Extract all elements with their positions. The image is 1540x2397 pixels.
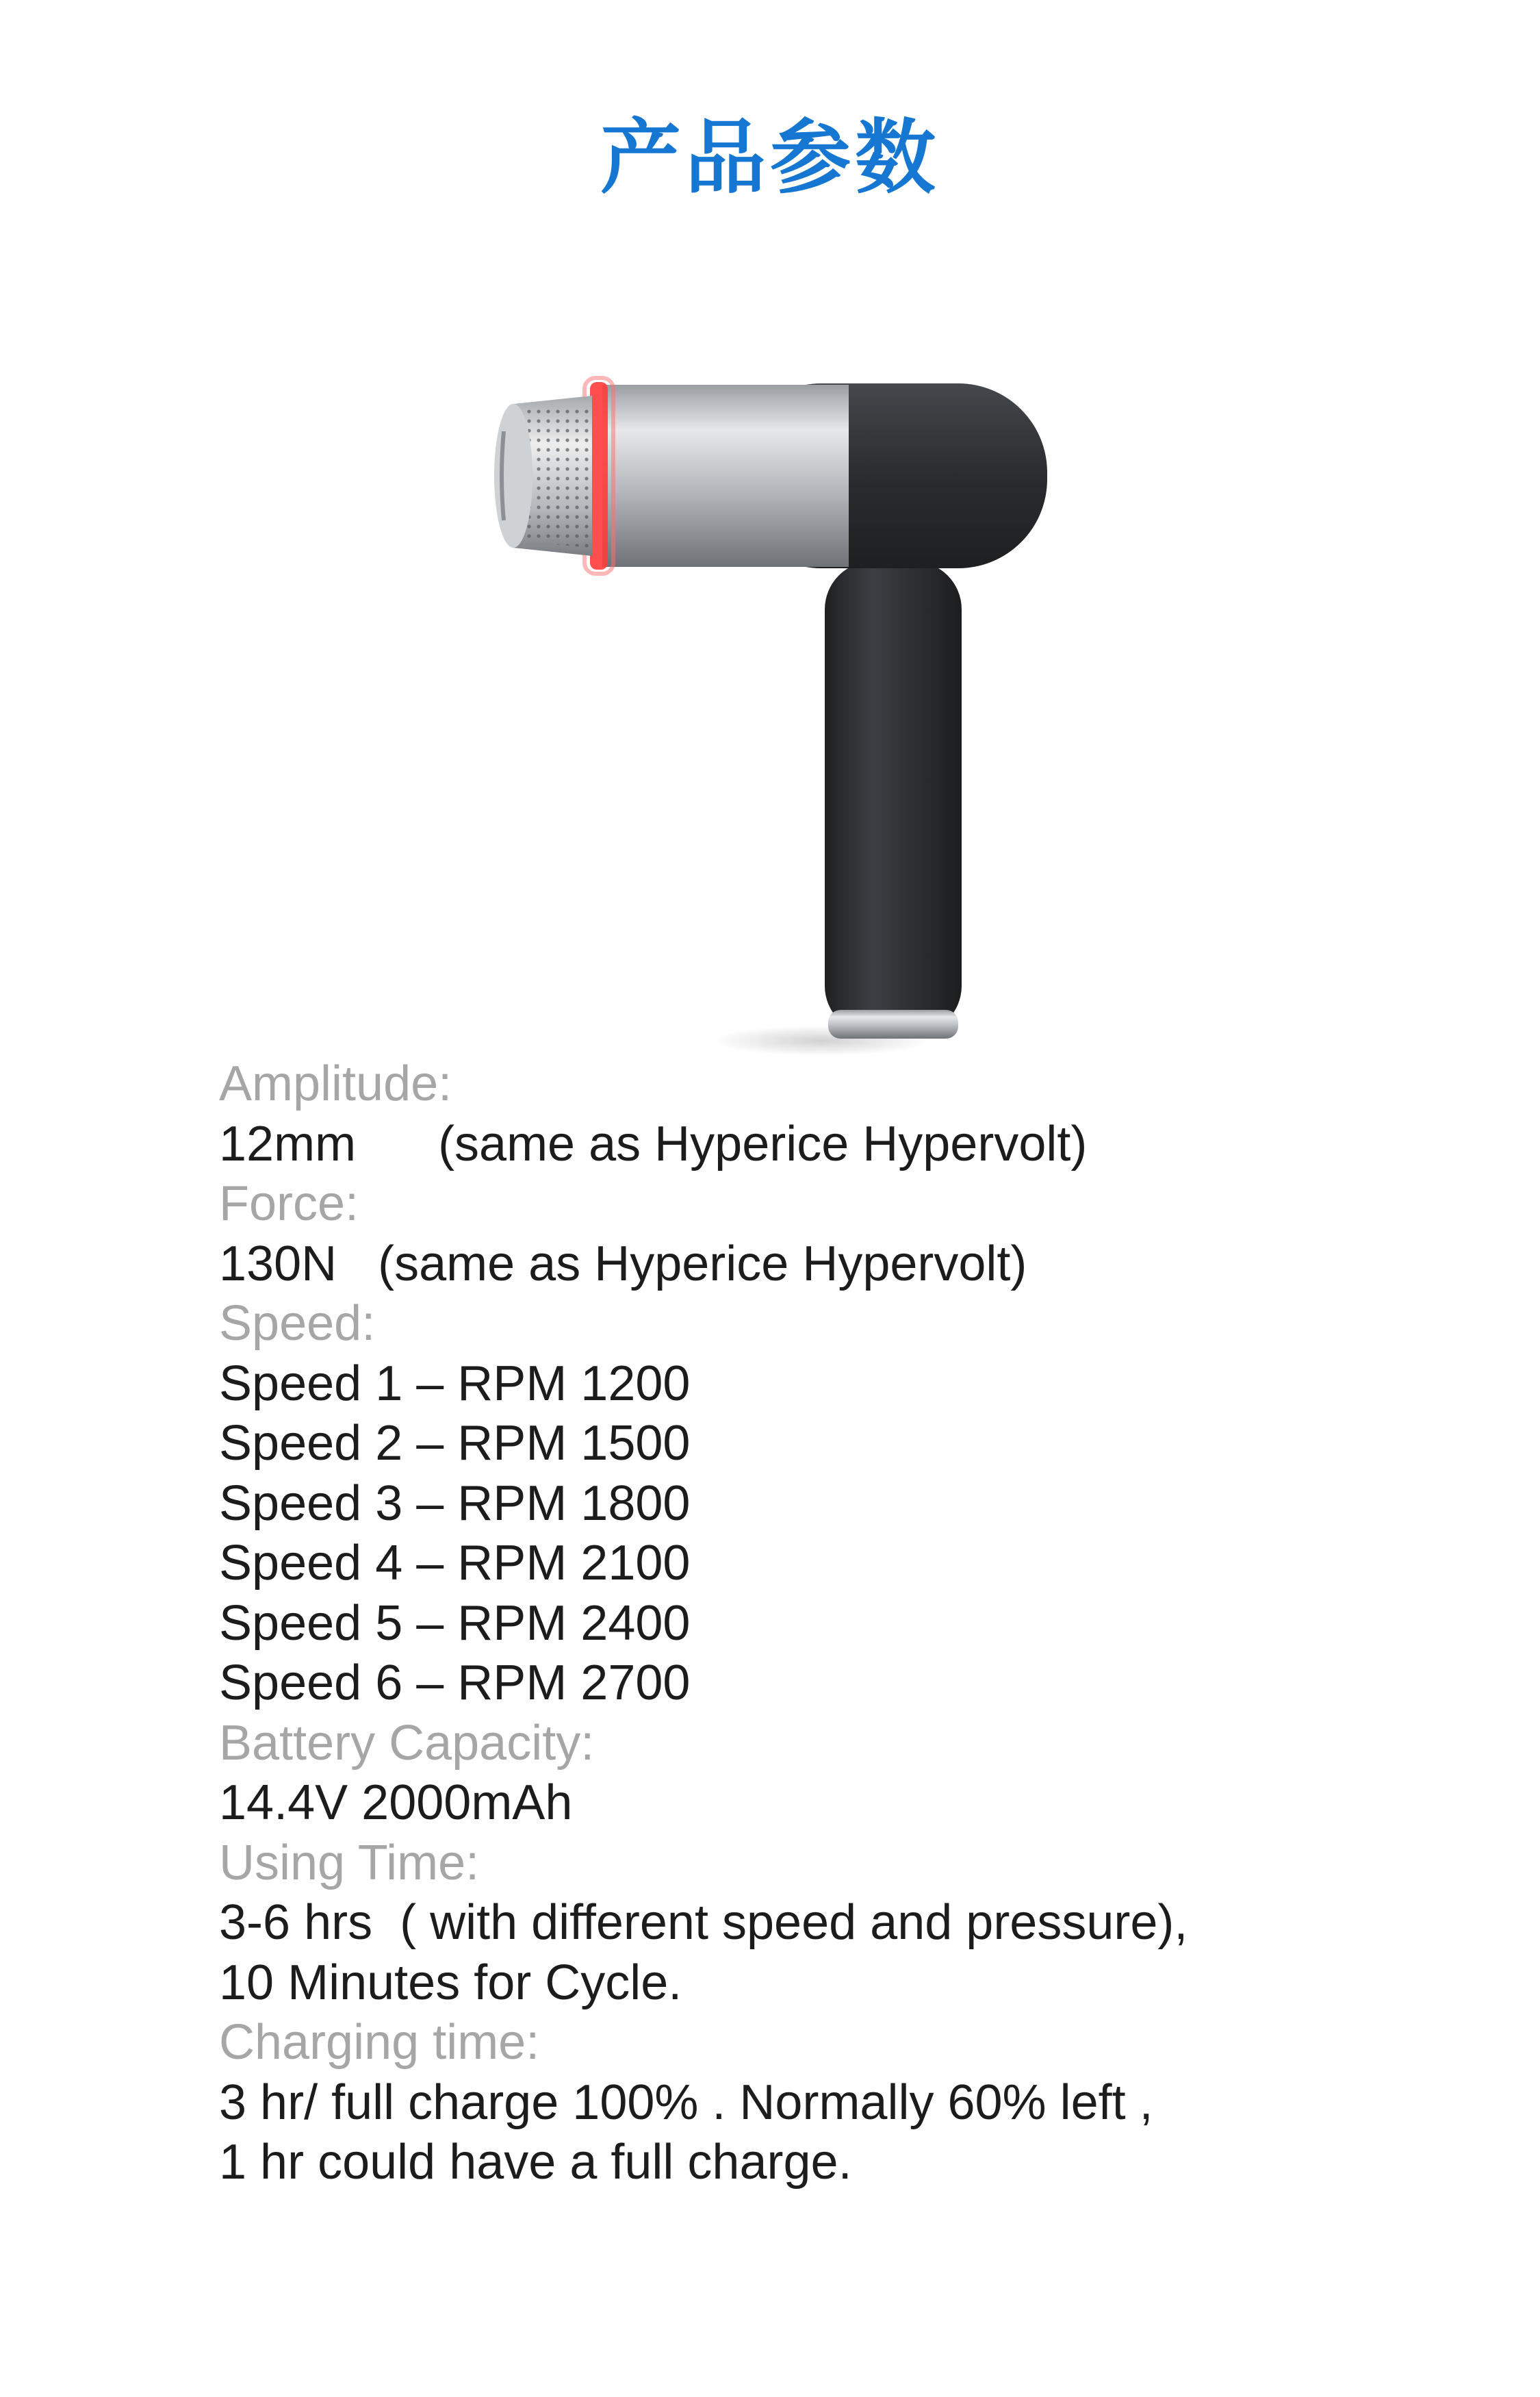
spec-label-speed: Speed: (219, 1296, 376, 1351)
spec-value-using-time-2: 10 Minutes for Cycle. (219, 1955, 682, 2010)
spec-value-using-time-1: 3-6 hrs ( with different speed and pressure), (219, 1895, 1188, 1950)
massage-gun-image (438, 301, 1109, 1068)
spec-label-force: Force: (219, 1176, 359, 1231)
spec-label-using-time: Using Time: (219, 1835, 480, 1890)
spec-value-speed-2: Speed 2 – RPM 1500 (219, 1416, 691, 1471)
spec-list (219, 1054, 1451, 2193)
spec-value-force: 130N (same as Hyperice Hypervolt) (219, 1236, 1027, 1291)
spec-value-speed-6: Speed 6 – RPM 2700 (219, 1656, 691, 1710)
spec-value-battery: 14.4V 2000mAh (219, 1775, 573, 1830)
page-title: 产品参数 (600, 110, 940, 205)
spec-value-speed-4: Speed 4 – RPM 2100 (219, 1536, 691, 1590)
spec-value-amplitude: 12mm (same as Hyperice Hypervolt) (219, 1116, 1088, 1171)
massage-gun-icon (438, 301, 1109, 1068)
spec-value-speed-1: Speed 1 – RPM 1200 (219, 1356, 691, 1411)
spec-value-charging-time-1: 3 hr/ full charge 100% . Normally 60% left , (219, 2075, 1153, 2130)
spec-label-battery: Battery Capacity: (219, 1715, 595, 1771)
spec-label-charging-time: Charging time: (219, 2015, 540, 2070)
spec-label-amplitude: Amplitude: (219, 1056, 452, 1111)
spec-value-speed-5: Speed 5 – RPM 2400 (219, 1595, 691, 1651)
spec-value-charging-time-2: 1 hr could have a full charge. (219, 2135, 852, 2190)
spec-value-speed-3: Speed 3 – RPM 1800 (219, 1475, 691, 1531)
